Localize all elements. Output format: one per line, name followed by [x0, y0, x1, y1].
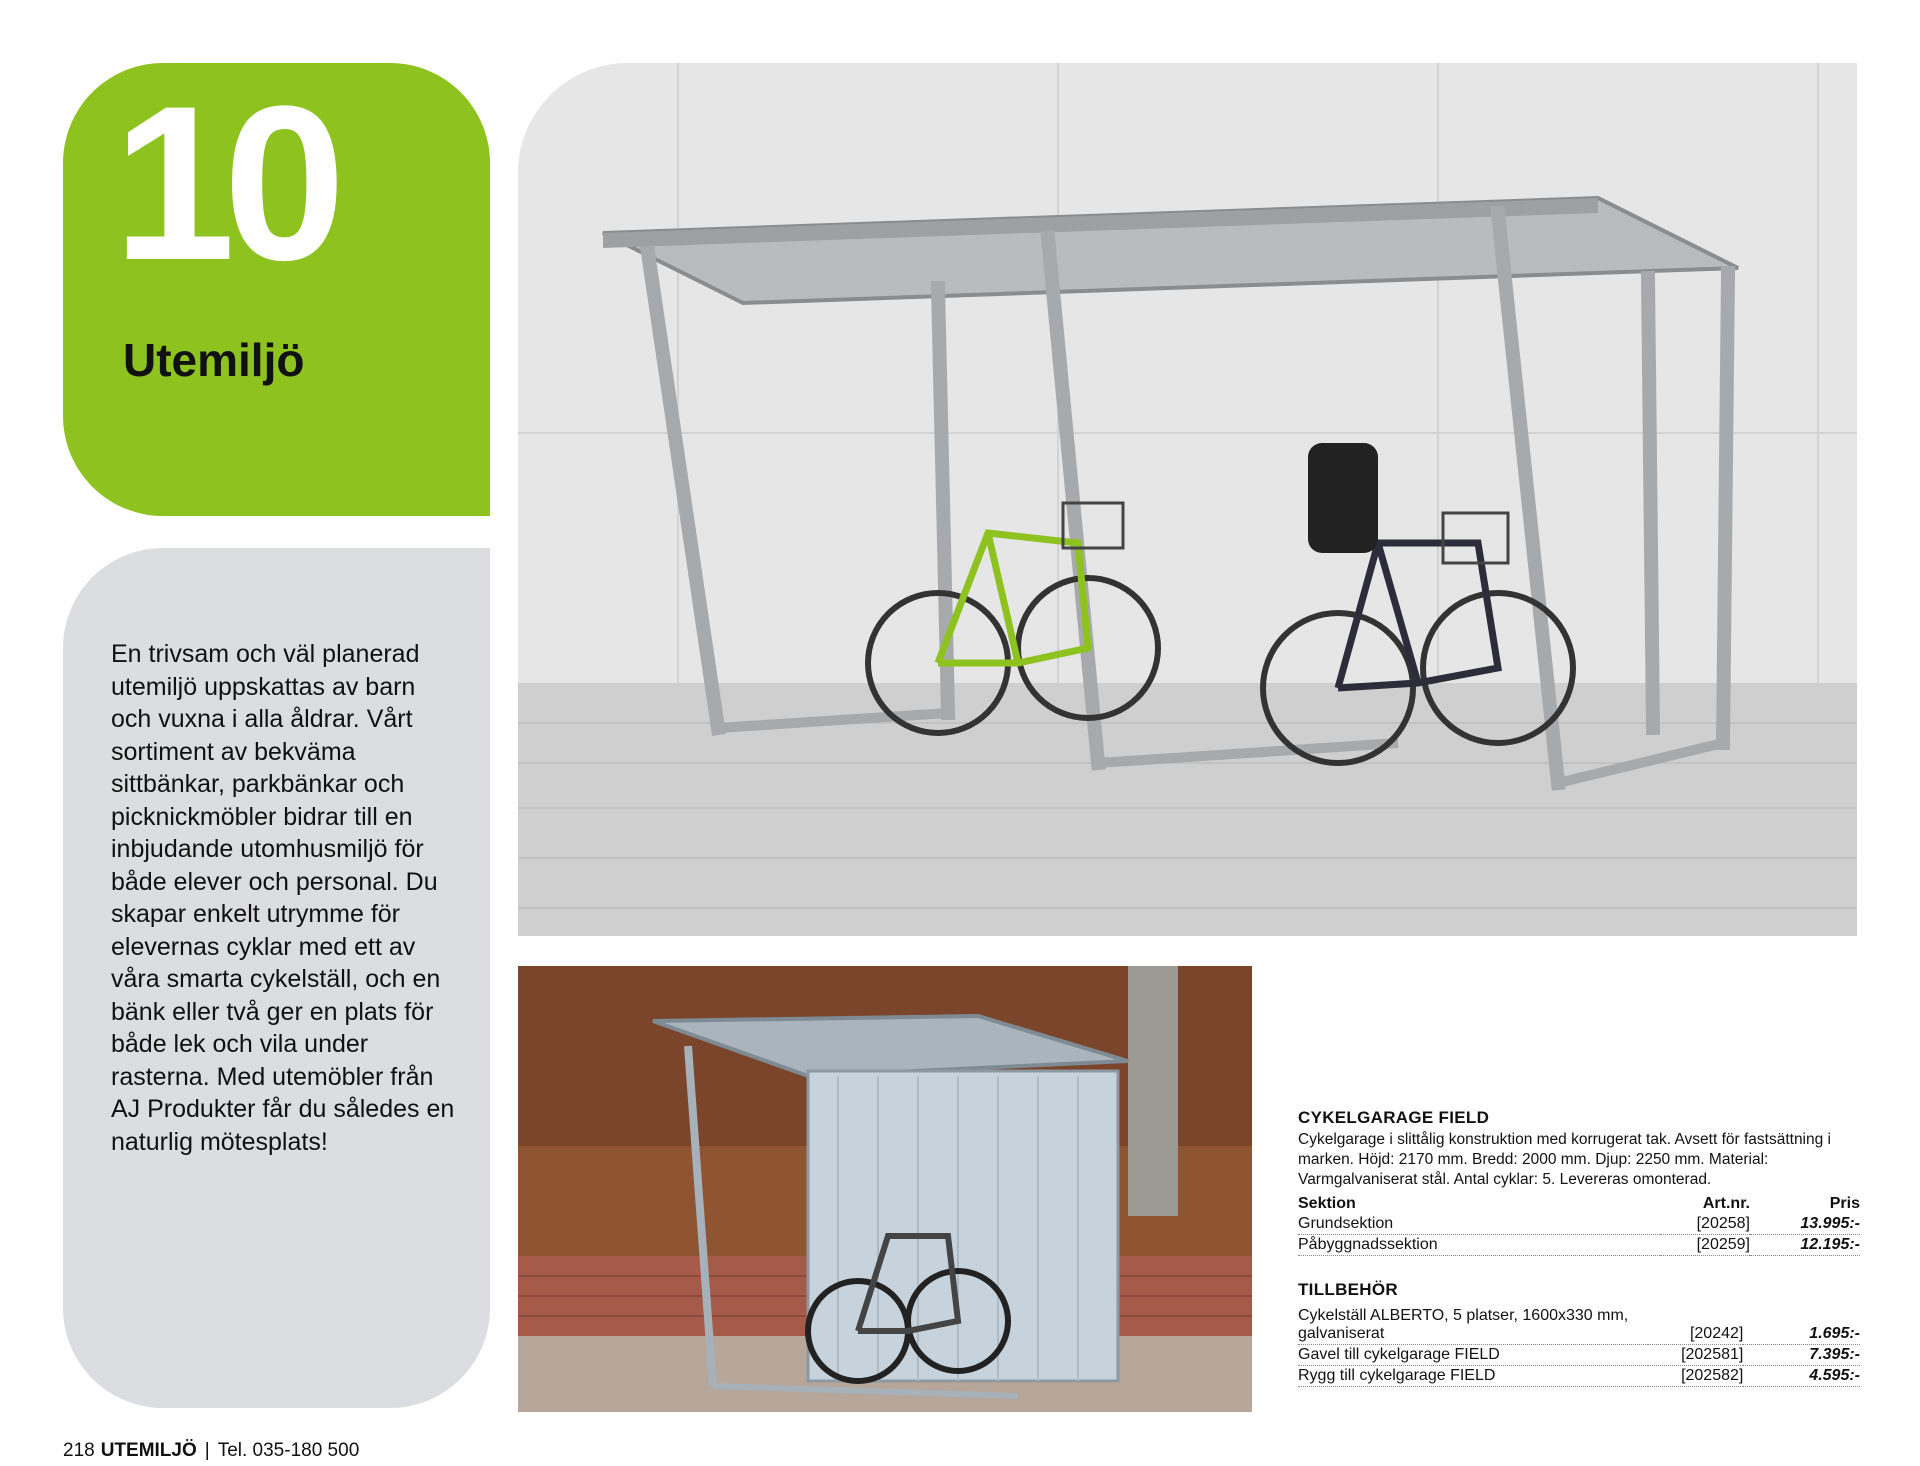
page-footer	[63, 1440, 359, 1462]
table-row	[1298, 1214, 1860, 1235]
accessories-table	[1298, 1306, 1860, 1387]
row-name: Rygg till cykelgarage FIELD	[1298, 1366, 1648, 1387]
row-name: Cykelställ ALBERTO, 5 platser, 1600x330 mm, galvaniserat	[1298, 1306, 1648, 1345]
row-art: [202582]	[1648, 1366, 1743, 1387]
row-art: [20259]	[1660, 1235, 1750, 1256]
intro-text: En trivsam och väl planerad utemiljö uppskattas av barn och vuxna i alla åldrar. Vårt sortiment av bekväma sittbänkar, parkbänkar och picknickmöbler bidrar till en inbjudande utomhusmiljö för både elever och personal. Du skapar enkelt utrymme för elevernas cyklar med ett av våra smarta cykelställ, och en bänk eller två ger en plats för både lek och vila under rasterna. Med utemöbler från AJ Produkter får du således en naturlig mötesplats!	[111, 640, 455, 1156]
product-title: CYKELGARAGE FIELD	[1298, 1108, 1490, 1127]
row-art: [20258]	[1660, 1214, 1750, 1235]
product-spec	[1298, 1108, 1860, 1387]
footer-separator: |	[204, 1440, 210, 1461]
intro-panel	[63, 548, 490, 1408]
chapter-number: 10	[113, 60, 334, 306]
accessories-title: TILLBEHÖR	[1298, 1280, 1398, 1299]
secondary-product-photo	[518, 966, 1252, 1412]
row-art: [20242]	[1648, 1306, 1743, 1345]
table-row	[1298, 1235, 1860, 1256]
price-table-header	[1298, 1194, 1860, 1214]
column-price: Pris	[1829, 1195, 1860, 1212]
row-price: 12.195:-	[1750, 1235, 1860, 1256]
bike-garage-illustration	[518, 966, 1252, 1412]
row-price: 7.395:-	[1743, 1345, 1860, 1366]
row-price: 1.695:-	[1743, 1306, 1860, 1345]
price-table	[1298, 1194, 1860, 1256]
row-name: Påbyggnadssektion	[1298, 1235, 1660, 1256]
main-product-photo	[518, 63, 1857, 936]
page-number: 218	[63, 1440, 95, 1461]
footer-phone: Tel. 035-180 500	[217, 1440, 360, 1461]
footer-section: UTEMILJÖ	[100, 1440, 197, 1461]
row-price: 4.595:-	[1743, 1366, 1860, 1387]
product-description: Cykelgarage i slittålig konstruktion med korrugerat tak. Avsett för fastsättning i marken. Höjd: 2170 mm. Bredd: 2000 mm. Djup: 2250 mm. Material: Varmgalvaniserat stål. Antal cyklar: 5. Levereras omonterad.	[1298, 1131, 1831, 1188]
row-art: [202581]	[1648, 1345, 1743, 1366]
chapter-title: Utemiljö	[123, 334, 305, 386]
table-row	[1298, 1366, 1860, 1387]
table-row	[1298, 1306, 1860, 1345]
table-row	[1298, 1345, 1860, 1366]
column-section: Sektion	[1298, 1195, 1356, 1212]
bike-shelter-illustration	[518, 63, 1857, 936]
column-art: Art.nr.	[1702, 1195, 1750, 1212]
row-name: Gavel till cykelgarage FIELD	[1298, 1345, 1648, 1366]
chapter-badge	[63, 60, 490, 516]
row-name: Grundsektion	[1298, 1214, 1660, 1235]
row-price: 13.995:-	[1750, 1214, 1860, 1235]
